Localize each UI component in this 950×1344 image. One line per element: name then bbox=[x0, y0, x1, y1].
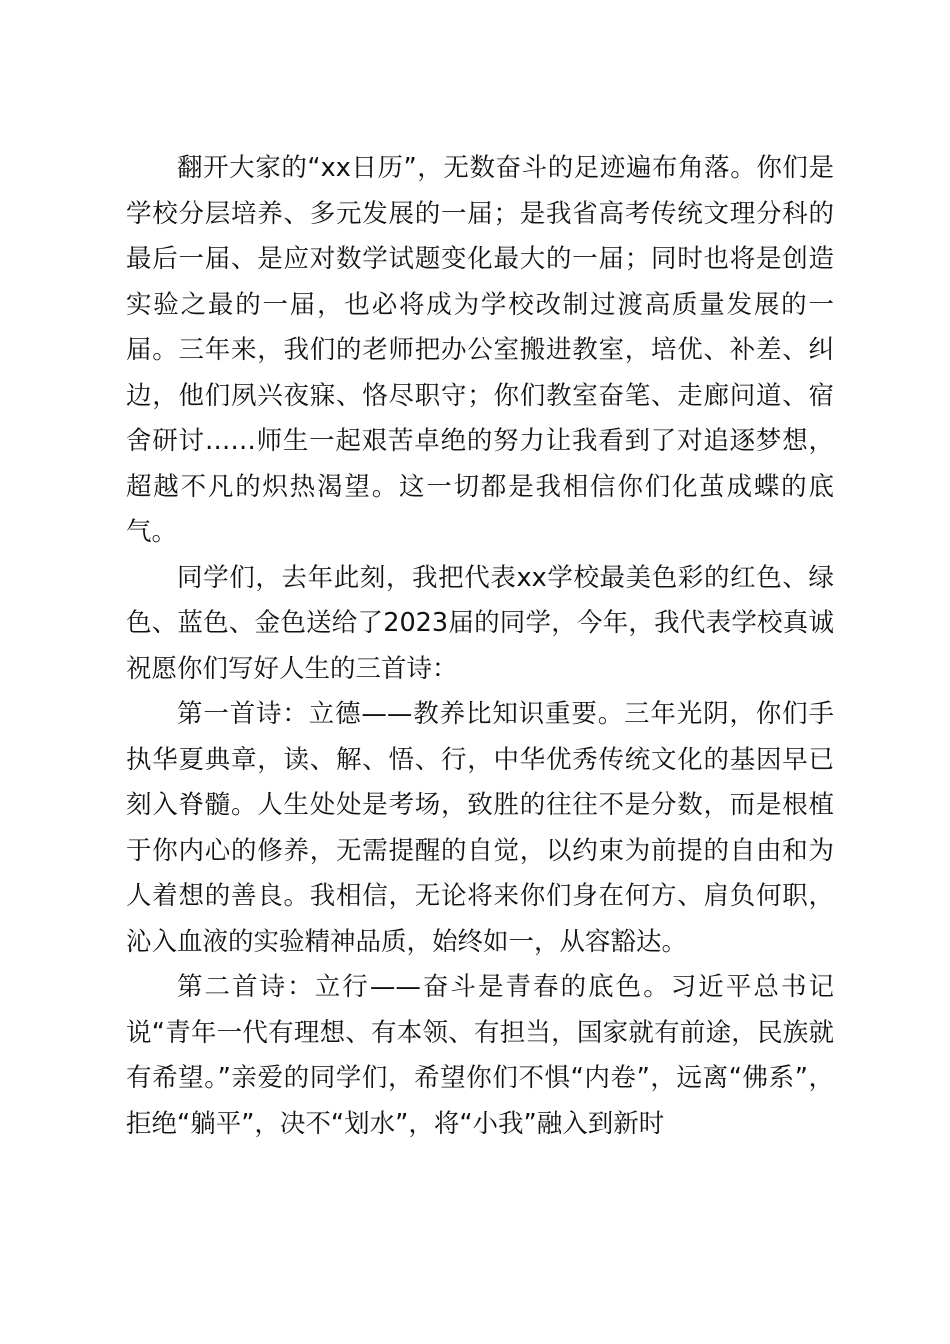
paragraph-xx-calendar: 翻开大家的“xx日历”，无数奋斗的足迹遍布角落。你们是学校分层培养、多元发展的一届；是我省高考传统文理分科的最后一届、是应对数学试题变化最大的一届；同时也将是创造实验之最的一届，也必将成为学校改制过渡高质量发展的一届。三年来，我们的老师把办公室搬进教室，培优、补差、纠边，他们夙兴夜寐、恪尽职守；你们教室奋笔、走廊问道、宿舍研讨……师生一起艰苦卓绝的努力让我看到了对追逐梦想，超越不凡的炽热渴望。这一切都是我相信你们化茧成蝶的底气。 bbox=[126, 153, 834, 547]
paragraph-classmates: 同学们，去年此刻，我把代表xx学校最美色彩的红色、绿色、蓝色、金色送给了2023届的同学，今年，我代表学校真诚祝愿你们写好人生的三首诗： bbox=[126, 562, 834, 684]
paragraph-second-poem: 第二首诗：立行——奋斗是青春的底色。习近平总书记说“青年一代有理想、有本领、有担当，国家就有前途，民族就有希望。”亲爱的同学们，希望你们不惧“内卷”，远离“佛系”，拒绝“躺平”，决不“划水”，将“小我”融入到新时 bbox=[126, 972, 834, 1139]
paragraph-first-poem: 第一首诗：立德——教养比知识重要。三年光阴，你们手执华夏典章，读、解、悟、行，中华优秀传统文化的基因早已刻入脊髓。人生处处是考场，致胜的往往不是分数，而是根植于你内心的修养，无需提醒的自觉，以约束为前提的自由和为人着想的善良。我相信，无论将来你们身在何方、肩负何职，沁入血液的实验精神品质，始终如一，从容豁达。 bbox=[126, 699, 834, 957]
document-body bbox=[126, 146, 834, 1147]
